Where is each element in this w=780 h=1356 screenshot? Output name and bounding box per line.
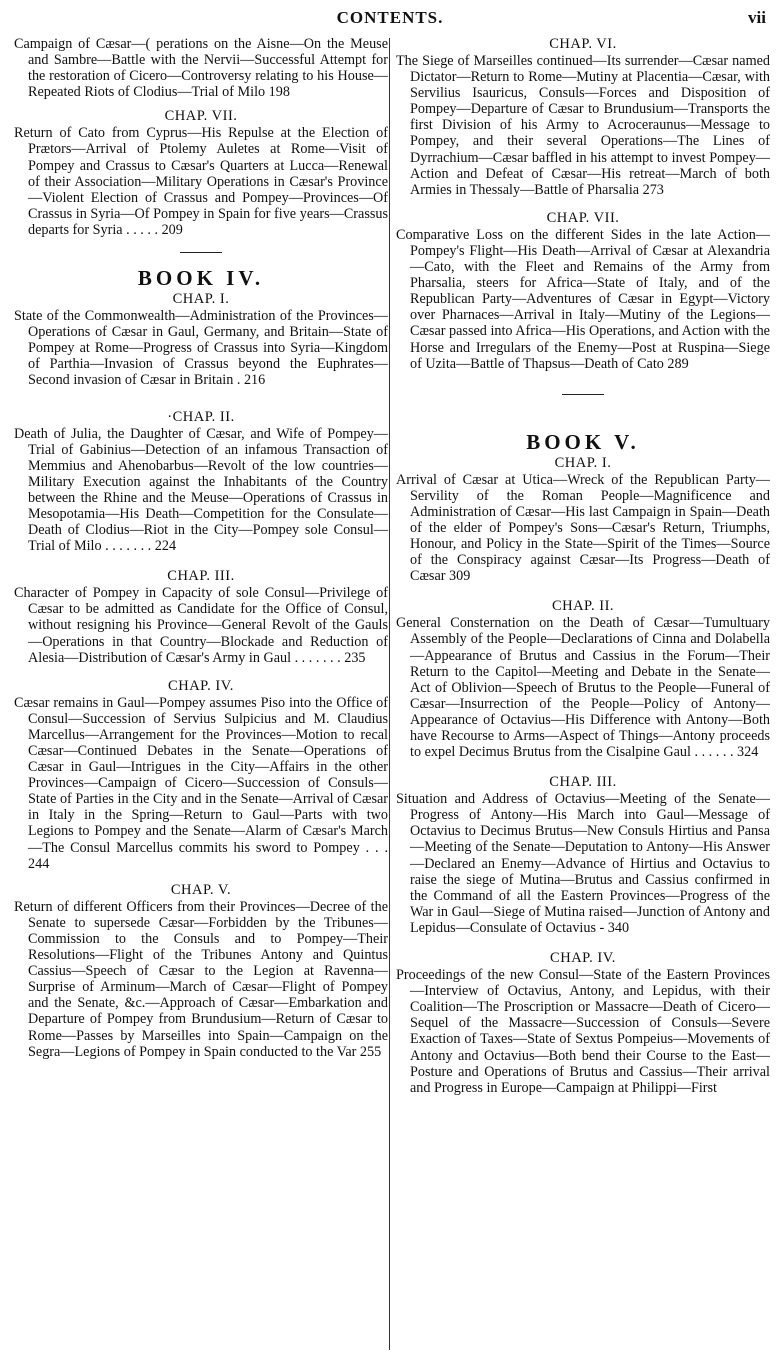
entry-text: Return of Cato from Cyprus—His Repulse at the Election of Prætors—Arrival of Ptolemy Auletes at Rome—Visit of Pompey and Crassus to Cæsar's Quarters at Lucca—Renewal of their Association—Military Operations in Cæsar's Province—Violent Election of Crassus and Pompey—Provinces—Of Crassus in Syria—Of Pompey in Spain for five years—Crassus departs for Syria . . . . . 209: [14, 125, 388, 238]
book-heading: BOOK V.: [526, 429, 640, 454]
chapter-heading: ·CHAP. II.: [167, 408, 235, 425]
chapter-heading: CHAP. IV.: [168, 677, 234, 694]
page-title: CONTENTS.: [336, 8, 444, 27]
contents-entry: [14, 678, 388, 872]
entry-text: General Consternation on the Death of Cæsar—Tumultuary Assembly of the People—Declarations of Cinna and Dolabella—Appearance of Brutus and Cassius in the Forum—Their Return to the Capitol—Meeting and Debate in the Senate—Act of Oblivion—Speech of Brutus to the People—Funeral of Cæsar—Insurrection of the People—Policy of Antony—Appearance of Octavius—His Difference with Antony—Both have Recourse to Arms—Aspect of Things—Antony proceeds to expel Decimus Brutus from the Cisalpine Gaul . . . . . . 324: [396, 615, 770, 761]
contents-entry: [14, 882, 388, 1060]
chapter-heading: CHAP. VII.: [546, 209, 620, 226]
entry-text: Cæsar remains in Gaul—Pompey assumes Piso into the Office of Consul—Succession of Servius Sulpicius and M. Claudius Marcellus—Arrangement for the Provinces—Motion to recal Cæsar—Continued Debates in the Senate—Operations of Cæsar in Gaul—Intrigues in the City—Affairs in the other Provinces—Campaign of Cicero—Succession of Consuls—State of Parties in the City and in the Senate—Arrival of Cæsar in Italy in the Spring—Return to Gaul—Parts with two Legions to Pompey and the Senate—Alarm of Cæsar's March—The Consul Marcellus commits his sword to Pompey . . . 244: [14, 694, 388, 872]
contents-entry: [14, 409, 388, 555]
contents-entry: [396, 774, 770, 936]
entry-text: Character of Pompey in Capacity of sole Consul—Privilege of Cæsar to be admitted as Candidate for the Office of Consul, without resigning his Province—General Revolt of the Gauls—Operations in that Country—Blockade and Reduction of Alesia—Distribution of Cæsar's Army in Gaul . . . . . . . 235: [14, 585, 388, 666]
entry-text: State of the Commonwealth—Administration of the Provinces—Operations of Cæsar in Gaul, Germany, and Britain—State of Pompey at Rome—Progress of Crassus into Syria—Kingdom of Parthia—Invasion of Crassus beyond the Euphrates—Second invasion of Cæsar in Britain . 216: [14, 308, 388, 389]
entry-text: Proceedings of the new Consul—State of the Eastern Provinces—Interview of Octavius, Antony, and Lepidus, with their Coalition—The Proscription or Massacre—Death of Cicero—Sequel of the Massacre—Succession of Consuls—Severe Exaction of Taxes—State of Sextus Pompeius—Movements of Antony and Octavius—Both bend their Course to the East—Posture and Operations of Brutus and Cassius—Their arrival and Progress in Europe—Campaign at Philippi—First: [396, 967, 770, 1096]
chapter-heading: CHAP. VI.: [549, 36, 617, 52]
left-column: [14, 36, 388, 1068]
section-rule: [180, 252, 222, 253]
chapter-heading: CHAP. I.: [172, 291, 230, 308]
page-header: [0, 4, 780, 34]
contents-entry: [396, 950, 770, 1096]
chapter-heading: CHAP. VII.: [164, 108, 238, 125]
entry-text: Death of Julia, the Daughter of Cæsar, and Wife of Pompey—Trial of Gabinius—Detection of an infamous Transaction of Memmius and Ahenobarbus—Revolt of the low countries—Military Execution against the Inhabitants of the Country between the Rhine and the Meuse—Operations of Crassus in Mesopotamia—His Death—Competition for the Consulate—Death of Clodius—Riot in the City—Pompey sole Consul—Trial of Milo . . . . . . . 224: [14, 425, 388, 555]
chapter-heading: CHAP. I.: [554, 454, 612, 471]
entry-text: The Siege of Marseilles continued—Its surrender—Cæsar named Dictator—Return to Rome—Mutiny at Placentia—Cæsar, with Servilius Isauricus, Consuls—Forces and Disposition of Pompey—Departure of Cæsar to Brundusium—Transports the first Division of his Army to Acroceraunus—Message to Pompey, and their several Operations—The Lines of Dyrrachium—Cæsar baffled in his attempt to invest Pompey—Action and Defeat of Cæsar—His retreat—March of both Armies in Thessaly—Battle of Pharsalia 273: [396, 53, 770, 198]
entry-text: Comparative Loss on the different Sides in the late Action—Pompey's Flight—His Death—Arrival of Cæsar at Alexandria—Cato, with the Fleet and Remains of the Army from Pharsalia, steers for Africa—State of Italy, and of the Republican Party—Adventures of Cæsar in Egypt—Victory over Pharnaces—Arrival in Italy—Mutiny of the Legions—Cæsar passed into Africa—His Operations, and Action with the Horse and Irregulars of the Enemy—Post at Ruspina—Siege of Uzita—Battle of Thapsus—Death of Cato 289: [396, 226, 770, 372]
column-divider: [389, 38, 390, 1350]
contents-entry: [14, 568, 388, 665]
section-rule: [562, 394, 604, 395]
entry-text: Campaign of Cæsar—( perations on the Aisne—On the Meuse and Sambre—Battle with the Nervii—Successful Attempt for the restoration of Cicero—Controversy relating to his House—Repeated Riots of Clodius—Trial of Milo 198: [14, 36, 388, 101]
chapter-heading: CHAP. IV.: [550, 950, 616, 967]
page-number: vii: [748, 8, 766, 27]
contents-entry: [396, 210, 770, 372]
chapter-heading: CHAP. III.: [167, 568, 235, 585]
contents-entry: [14, 108, 388, 238]
contents-entry: [396, 598, 770, 760]
contents-entry: [396, 455, 770, 585]
chapter-heading: CHAP. II.: [551, 598, 615, 615]
contents-entry: [14, 291, 388, 388]
right-column: [396, 36, 770, 1104]
chapter-heading: CHAP. V.: [170, 881, 232, 898]
entry-text: Situation and Address of Octavius—Meeting of the Senate—Progress of Antony—His March into Gaul—Message of Octavius to Decimus Brutus—New Consuls Hirtius and Pansa—Meeting of the Senate—Deputation to Antony—His Answer—Declared an Enemy—Advance of Hirtius and Octavius to raise the siege of Mutina—Brutus and Cassius confirmed in the Command of all the Eastern Provinces—Progress of the War in Gaul—Siege of Mutina raised—Junction of Antony and Lepidus—Consulate of Octavius - 340: [396, 791, 770, 936]
contents-entry: [396, 36, 770, 198]
entry-text: Return of different Officers from their Provinces—Decree of the Senate to supersede Cæsar—Forbidden by the Tribunes—Commission to the Consuls and to Pompey—Their Resolutions—Flight of the Tribunes Antony and Quintus Cassius—Speech of Cæsar to the Legion at Ravenna—Surprise of Arminum—March of Cæsar—Flight of Pompey and the Senate, &c.—Approach of Cæsar—Embarkation and Departure of Pompey from Brundusium—Return of Cæsar to Rome—Passes by Marseilles into Spain—Campaign on the Segra—Legions of Pompey in Spain conducted to the Var 255: [14, 898, 388, 1060]
entry-text: Arrival of Cæsar at Utica—Wreck of the Republican Party—Servility of the Roman People—Magnificence and Administration of Cæsar—His last Campaign in Spain—Death of the elder of Pompey's Sons—Cæsar's Return, Triumphs, Honour, and Policy in the State—Spirit of the Times—Source of the Conspiracy against Cæsar—Its Progress—Death of Cæsar 309: [396, 471, 770, 585]
book-heading: BOOK IV.: [137, 266, 265, 291]
contents-entry: [14, 36, 388, 100]
chapter-heading: CHAP. III.: [549, 774, 617, 791]
